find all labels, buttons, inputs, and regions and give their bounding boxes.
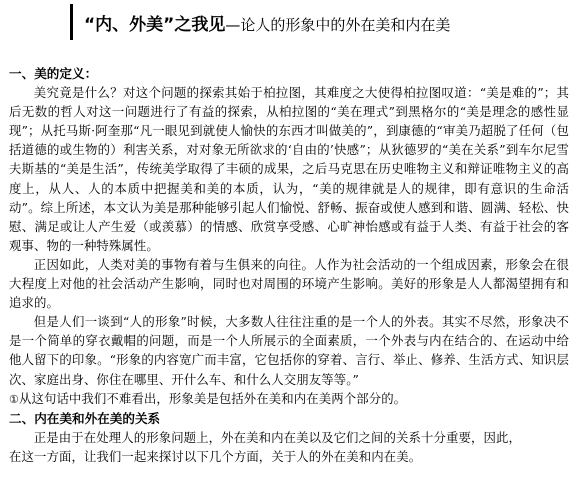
section-heading-relationship: 二、内在美和外在美的关系: [9, 410, 161, 426]
title-subtitle: —论人的形象中的外在美和内在美: [225, 16, 451, 34]
paragraph-relationship-cont: 在这一方面，让我们一起来探讨以下几个方面，关于人的外在美和内在美。: [9, 448, 422, 464]
paragraph-aspiration: 正因如此，人类对美的事物有着与生俱来的向往。人作为社会活动的一个组成因素，形象会在很大程度上对他的社会活动产生影响，同时也对周围的环境产生影响。美好的形象是人人都渴望拥有和追求的。: [9, 256, 569, 311]
paragraph-definition: 美究竟是什么？对这个问题的探索其始于柏拉图，其难度之大使得柏拉图叹道：“美是难的”；其后无数的哲人对这一问题进行了有益的探索，从柏拉图的“美在理式”到黑格尔的“美是理念的感性显现”；从托马斯·阿奎那“凡一眼见到就使人愉快的东西才叫做美的”，到康德的“审美乃超脱了任何（包括道德的或生物的）利害关系，对对象无所欲求的‘自由的’快感”；从狄德罗的“美在关系”到车尔尼雪夫斯基的“美是生活”，传统美学取得了丰硕的成果，之后马克思在历史唯物主义和辩证唯物主义的高度上，从人、人的本质中把握美和美的本质，认为，“美的规律就是人的规律，即有意识的生命活动”。综上所述，本文认为美是那种能够引起人们愉悦、舒畅、振奋或使人感到和谐、圆满、轻松、快慰、满足或让人产生爱（或羡慕）的情感、欣赏享受感、心旷神怡感或有益于人类、有益于社会的客观事、物的一种特殊属性。: [9, 85, 569, 253]
paragraph-image: 但是人们一谈到“人的形象”时候，大多数人往往注重的是一个人的外表。其实不尽然，形象决不是一个简单的穿衣戴帽的问题，而是一个人所展示的全面素质，一个外表与内在结合的、在运动中给他人留下的印象。“形象的内容宽广而丰富，它包括你的穿着、言行、举止、修养、生活方式、知识层次、家庭出身、你住在哪里、开什么车、和什么人交朋友等等。”: [9, 314, 569, 387]
title-block: [70, 2, 560, 42]
footnote-marker: ①: [9, 392, 19, 406]
title-main: “内、外美”之我见: [84, 15, 226, 35]
document-body: [9, 64, 569, 466]
title-accent-bar: [70, 4, 73, 40]
paragraph-conclusion-text: 从这句话中我们不难看出，形象美是包括外在美和内在美两个部分的。: [18, 390, 407, 406]
section-heading-definition: 一、美的定义：: [9, 66, 98, 81]
paragraph-conclusion: [9, 389, 569, 409]
paragraph-relationship: 正是由于在处理人的形象问题上，外在美和内在美以及它们之间的关系十分重要，因此，: [33, 429, 521, 445]
page-title: [84, 10, 450, 35]
